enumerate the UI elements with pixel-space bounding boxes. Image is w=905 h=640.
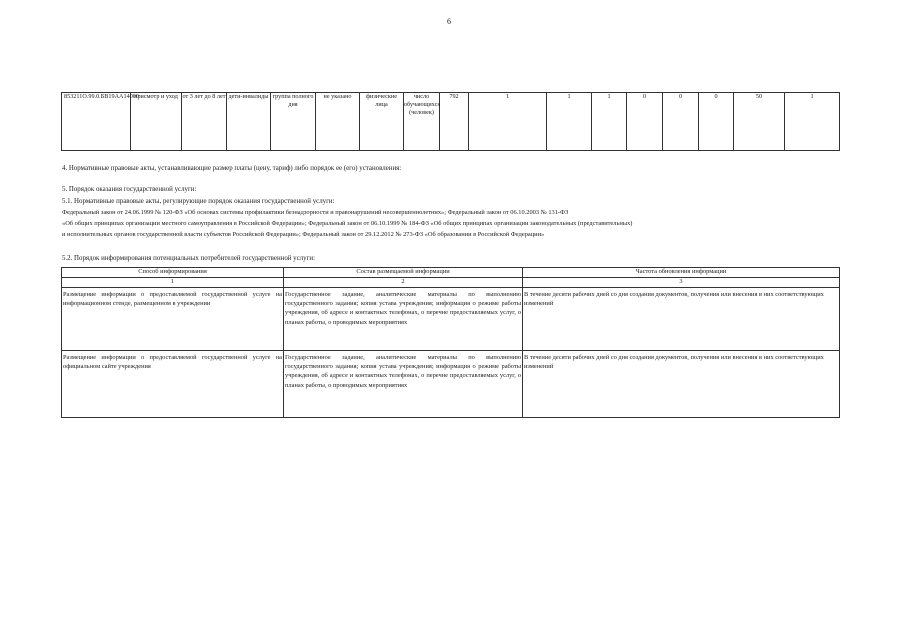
table-row <box>62 351 840 418</box>
info-frequency-cell: В течение десяти рабочих дней со дня создания документов, получения или внесения в них соответствующих изменений <box>523 351 840 418</box>
info-content-cell: Государственное задание, аналитические материалы по выполнению государственного задания; копия устава учреждения; информация о режиме работы учреждения, об адресе и контактных телефонах, о перечне предоставляемых услуг, о планах работы, о проводимых мероприятиях <box>284 351 523 418</box>
service-content-cell: присмотр и уход <box>131 93 182 151</box>
table-row <box>62 288 840 351</box>
value-cell: 1 <box>469 93 547 151</box>
value-cell: 0 <box>627 93 663 151</box>
law-line-2: «Об общих принципах организации местного самоуправления в Российской Федерации»; Федеральный закон от 06.10.1999 № 184-ФЗ «Об общих принципах организации законодательных (представительных) <box>62 220 633 227</box>
law-line-1: Федеральный закон от 24.06.1999 № 120-ФЗ «Об основах системы профилактики безнадзорности и правонарушений несовершеннолетних»; Федеральный закон от 06.10.2003 № 131-ФЗ <box>62 209 569 216</box>
table-number-row <box>62 278 840 288</box>
value-cell: 0 <box>699 93 734 151</box>
column-header: Способ информирования <box>62 268 284 278</box>
column-number: 1 <box>62 278 284 288</box>
info-content-cell: Государственное задание, аналитические материалы по выполнению государственного задания; копия устава учреждения; информация о режиме работы учреждения, об адресе и контактных телефонах, о перечне предоставляемых услуг, о планах работы, о проводимых мероприятиях <box>284 288 523 351</box>
table-header-row <box>62 268 840 278</box>
value-cell: 0 <box>663 93 699 151</box>
column-number: 2 <box>284 278 523 288</box>
unspecified-cell: не указано <box>316 93 360 151</box>
info-method-cell: Размещение информации о предоставляемой государственной услуге на информационном стенде, размещенном в учреждении <box>62 288 284 351</box>
top-service-table <box>61 92 840 151</box>
value-cell: 1 <box>547 93 592 151</box>
category-cell: дети-инвалиды <box>227 93 271 151</box>
section-5-2-title: 5.2. Порядок информирования потенциальных потребителей государственной услуги: <box>62 255 315 262</box>
age-cell: от 3 лет до 8 лет <box>182 93 227 151</box>
column-header: Состав размещаемой информации <box>284 268 523 278</box>
info-table <box>61 267 840 418</box>
section-4-text: 4. Нормативные правовые акты, устанавливающие размер платы (цену, тариф) либо порядок ее (его) установления: <box>62 165 402 172</box>
registry-code-cell: 853211О.99.0.БВ19АА14000 <box>62 93 131 151</box>
info-frequency-cell: В течение десяти рабочих дней со дня создания документов, получения или внесения в них соответствующих изменений <box>523 288 840 351</box>
value-cell: 50 <box>734 93 785 151</box>
section-5-1-title: 5.1. Нормативные правовые акты, регулирующие порядок оказания государственной услуги: <box>62 198 335 205</box>
law-line-3: и исполнительных органов государственной власти субъектов Российской Федерации»; Федеральный закон от 29.12.2012 № 273-ФЗ «Об образовании в Российской Федерации» <box>62 231 545 238</box>
indicator-cell: число обучающихся (человек) <box>404 93 440 151</box>
unit-code-cell: 792 <box>440 93 469 151</box>
group-cell: группа полного дня <box>271 93 316 151</box>
column-number: 3 <box>523 278 840 288</box>
section-5-title: 5. Порядок оказания государственной услуги: <box>62 186 197 193</box>
table-row <box>62 93 840 151</box>
page-number: 6 <box>447 17 451 26</box>
info-method-cell: Размещение информации о предоставляемой государственной услуге на официальном сайте учреждения <box>62 351 284 418</box>
consumer-cell: физические лица <box>360 93 404 151</box>
value-cell: 1 <box>592 93 627 151</box>
column-header: Частота обновления информации <box>523 268 840 278</box>
value-cell: 1 <box>785 93 840 151</box>
